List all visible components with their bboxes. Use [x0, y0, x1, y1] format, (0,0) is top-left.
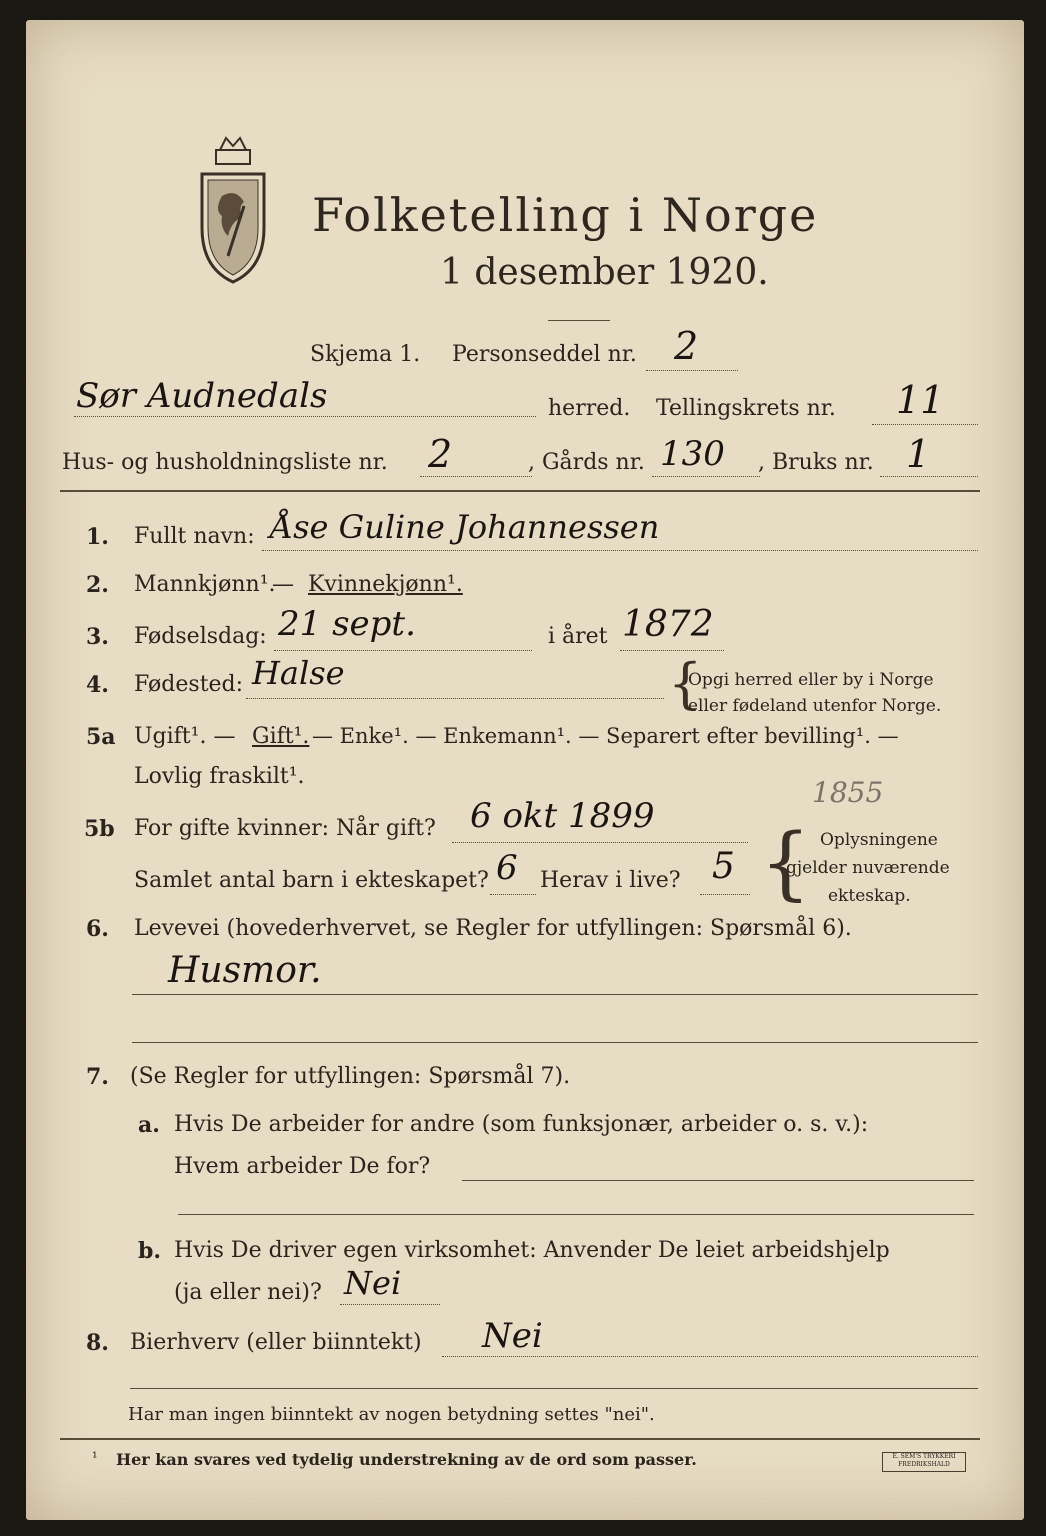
q3-line [274, 650, 532, 651]
bruks-line [880, 476, 978, 477]
q5a-number: 5a [86, 724, 116, 750]
hus-value: 2 [428, 432, 453, 476]
q7b-answer-value: Nei [344, 1264, 402, 1302]
q4-label: Fødested: [134, 672, 244, 697]
children-alive-value: 5 [712, 846, 735, 887]
q7a-answer-line [462, 1180, 974, 1181]
q7-number: 7. [86, 1064, 109, 1090]
gards-label: , Gårds nr. [528, 450, 645, 475]
title-divider [548, 320, 610, 321]
q1-number: 1. [86, 524, 109, 550]
margin-pencil-note: 1855 [812, 776, 884, 809]
q5a-options-line2: Lovlig fraskilt¹. [134, 764, 305, 789]
coat-of-arms-icon [192, 136, 274, 286]
q2-male: Mannkjønn¹. [134, 572, 276, 597]
q7a-number: a. [138, 1112, 160, 1138]
birth-year-value: 1872 [622, 604, 714, 645]
footnote-mark: ¹ [92, 1450, 98, 1466]
q1-label: Fullt navn: [134, 524, 255, 549]
q5b-note-line1: Oplysningene [820, 830, 938, 850]
q6-label: Levevei (hovederhvervet, se Regler for utfyllingen: Spørsmål 6). [134, 916, 852, 941]
q5a-option-gift-underlined: Gift¹. [252, 724, 310, 749]
q1-line [262, 550, 978, 551]
q7b-line1: Hvis De driver egen virksomhet: Anvender De leiet arbeidshjelp [174, 1238, 890, 1263]
q2-separator: — [272, 572, 294, 597]
occupation-value: Husmor. [168, 950, 322, 991]
q8-extra-line [130, 1388, 978, 1389]
tellingskrets-line [872, 424, 978, 425]
q8-number: 8. [86, 1330, 109, 1356]
q3-year-line [620, 650, 724, 651]
q5a-option-ugift: Ugift¹. — [134, 724, 236, 749]
q4-note-line2: eller fødeland utenfor Norge. [688, 696, 942, 716]
personseddel-value: 2 [674, 324, 699, 368]
q8-label: Bierhverv (eller biinntekt) [130, 1330, 422, 1355]
q4-number: 4. [86, 672, 109, 698]
q7b-number: b. [138, 1238, 162, 1264]
tellingskrets-value: 11 [896, 378, 945, 422]
tellingskrets-label: Tellingskrets nr. [656, 396, 836, 421]
census-date: 1 desember 1920. [440, 252, 769, 293]
herred-line [74, 416, 536, 417]
schema-label: Skjema 1. [310, 342, 421, 367]
personseddel-line [646, 370, 738, 371]
bruks-value: 1 [906, 432, 931, 476]
q5b-note-line3: ekteskap. [828, 886, 911, 906]
q5b-number: 5b [84, 816, 115, 842]
full-name-value: Åse Guline Johannessen [270, 508, 660, 546]
herred-value: Sør Audnedals [76, 376, 328, 416]
q2-female-underlined: Kvinnekjønn¹. [308, 572, 463, 597]
q3-number: 3. [86, 624, 109, 650]
hus-label: Hus- og husholdningsliste nr. [62, 450, 388, 475]
children-count-value: 6 [496, 848, 518, 888]
q7a-line1: Hvis De arbeider for andre (som funksjonær, arbeider o. s. v.): [174, 1112, 869, 1137]
q7a-line2: Hvem arbeider De for? [174, 1154, 431, 1179]
q5a-options-rest: — Enke¹. — Enkemann¹. — Separert efter bevilling¹. — [312, 724, 899, 748]
birthplace-value: Halse [252, 654, 345, 692]
herred-label: herred. [548, 396, 631, 421]
q4-note-line1: Opgi herred eller by i Norge [688, 670, 934, 690]
q5b-married-line [452, 842, 748, 843]
q7b-line2: (ja eller nei)? [174, 1280, 322, 1305]
meta-divider [60, 490, 980, 492]
q2-number: 2. [86, 572, 109, 598]
personseddel-label: Personseddel nr. [452, 342, 637, 367]
bruks-label: , Bruks nr. [758, 450, 874, 475]
footnote-divider [60, 1438, 980, 1440]
q7b-answer-line [340, 1304, 440, 1305]
birthday-value: 21 sept. [278, 604, 416, 644]
printer-stamp: E. SEM'S TRYKKERI FREDRIKSHALD [882, 1452, 966, 1472]
q6-line1 [132, 994, 978, 995]
q5b-brace: { [760, 816, 811, 909]
q4-brace: { [668, 652, 703, 715]
footnote-text: Her kan svares ved tydelig understrekning av de ord som passer. [116, 1450, 697, 1469]
q8-answer-value: Nei [482, 1316, 543, 1356]
q4-line [246, 698, 664, 699]
q5b-married-label: For gifte kvinner: Når gift? [134, 816, 436, 841]
marriage-date-value: 6 okt 1899 [470, 796, 655, 836]
gards-line [652, 476, 760, 477]
q7a-extra-line [178, 1214, 974, 1215]
form-title: Folketelling i Norge [312, 188, 819, 242]
q5b-children-label: Samlet antal barn i ekteskapet? [134, 868, 489, 893]
q5b-alive-label: Herav i live? [540, 868, 681, 893]
q5b-alive-line [700, 894, 750, 895]
gards-value: 130 [660, 434, 725, 474]
q5b-note-line2: gjelder nuværende [786, 858, 950, 878]
q5b-children-line [490, 894, 536, 895]
q3-label: Fødselsdag: [134, 624, 267, 649]
q3-year-label: i året [548, 624, 608, 649]
q6-line2 [132, 1042, 978, 1043]
q6-number: 6. [86, 916, 109, 942]
biinntekt-note: Har man ingen biinntekt av nogen betydning settes "nei". [128, 1404, 655, 1425]
hus-line [420, 476, 532, 477]
q7-label: (Se Regler for utfyllingen: Spørsmål 7). [130, 1064, 571, 1089]
q8-answer-line [442, 1356, 978, 1357]
